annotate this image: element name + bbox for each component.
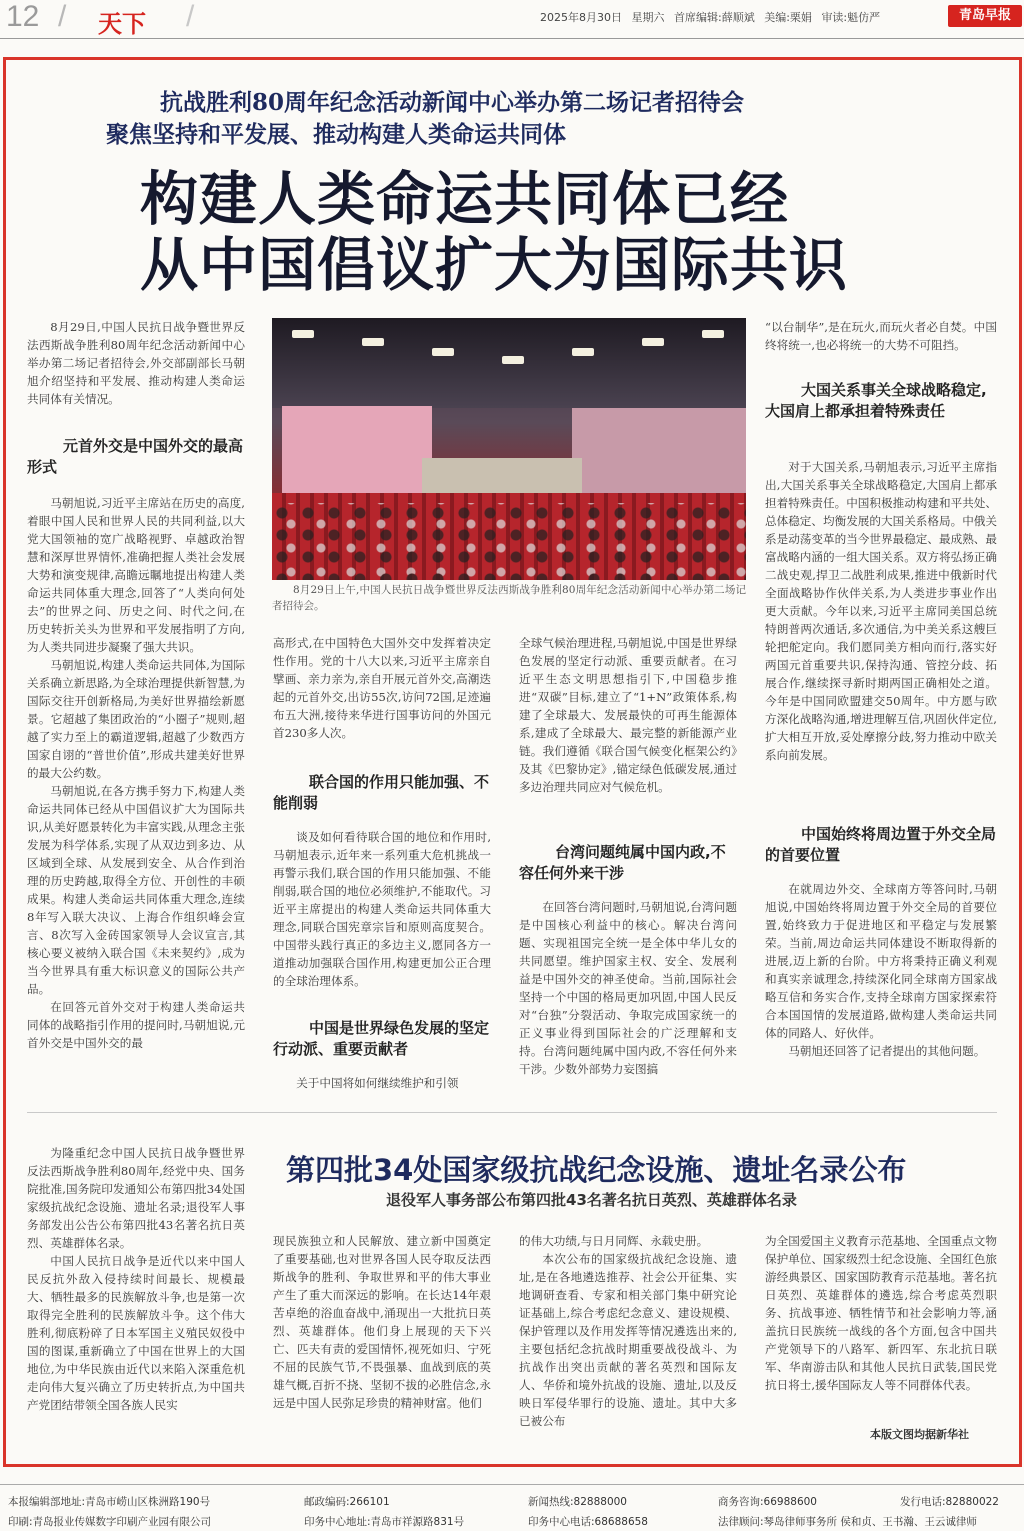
- article1-col2-body-2: 谈及如何看待联合国的地位和作用时,马朝旭表示,近年来一系列重大危机挑战一再警示我们,联合国的作用只能加强、不能削弱,联合国的地位必须维护,不能取代。习近平主席提出的构建人类命运共同体重大理念,同联合国宪章宗旨和原则高度契合。中国带头践行真正的多边主义,愿同各方一道推动加强联合国作用,构建更加公正合理的全球治理体系。: [273, 830, 491, 988]
- article1-col4-body-3: 在就周边外交、全球南方等答问时,马朝旭说,中国始终将周边置于外交全局的首要位置,始终致力于促进地区和平稳定与发展繁荣。当前,周边命运共同体建设不断取得新的进展,迈上新的台阶。中方将秉持正确义利观和真实亲诚理念,持续深化同全球南方国家战略互信和务实合作,支持全球南方国家探索符合本国国情的发展道路,做构建人类命运共同体的同路人、好伙伴。 马朝旭还回答了记者提出的其他问题。: [765, 882, 997, 1058]
- page-number: 12: [6, 0, 40, 33]
- footer-print-phone: 印务中心电话:68688658: [528, 1516, 648, 1528]
- page-header: [0, 0, 1024, 40]
- article1-col1-body: 马朝旭说,习近平主席站在历史的高度,着眼中国人民和世界人民的共同利益,以大党大国领袖的宽广战略视野、卓越政治智慧和深厚世界情怀,准确把握人类社会发展大势和演变规律,高瞻远瞩地提出构建人类命运共同体重大理念,回答了“人类向何处去”的世界之问、历史之问、时代之问,在历史转折关头为世界和平发展指明了方向,为人类共同进步凝聚了强大共识。 马朝旭说,构建人类命运共同体,为国际关系确立新思路,为全球治理提供新智慧,为国际交往开创新格局,为美好世界描绘新愿景。它超越了集团政治的“小圈子”规则,超越了实力至上的霸道逻辑,超越了少数西方国家自诩的“普世价值”,形成共建美好世界的最大公约数。 马朝旭说,在各方携手努力下,构建人类命运共同体已经从中国倡议扩大为国际共识,从美好愿景转化为丰富实践,从理念主张发展为科学体系,实现了从双边到多边、从区域到全球、从发展到安全、从合作到治理的历史跨越,取得全方位、开创性的丰硕成果。构建人类命运共同体重大理念,连续8年写入联大决议、上海合作组织峰会宣言、8次写入金砖国家领导人会议宣言,其核心要义被纳入联合国《未来契约》,成为当今世界具有重大标识意义的国际公共产品。 在回答元首外交对于构建人类命运共同体的战略指引作用的提问时,马朝旭说,元首外交是中国外交的最: [27, 496, 245, 1050]
- article1-col2-body-3: 关于中国将如何继续维护和引领: [296, 1076, 459, 1090]
- article1-supertitle-2: 聚焦坚持和平发展、推动构建人类命运共同体: [106, 121, 566, 148]
- footer-postcode: 邮政编码:266101: [304, 1496, 390, 1508]
- footer-distribution: 发行电话:82880022: [900, 1496, 999, 1508]
- article-separator: [27, 1112, 997, 1113]
- article2-headline: 第四批34处国家级抗战纪念设施、遗址名录公布: [286, 1153, 907, 1187]
- proofreader: 审读:魁仿严: [821, 11, 881, 24]
- page-footer: [0, 1484, 1024, 1531]
- header-divider: /: [58, 0, 67, 33]
- article1-col3-body-2: 在回答台湾问题时,马朝旭说,台湾问题是中国核心利益中的核心。解决台湾问题、实现祖国完全统一是全体中华儿女的共同愿望。维护国家主权、安全、发展利益是中国外交的神圣使命。当前,国际社会坚持一个中国的格局更加巩固,中国人民反对“台独”分裂活动、争取完成国家统一的正义事业得到国际社会的广泛理解和支持。台湾问题纯属中国内政,不容任何外来干涉。少数外部势力妄图搞: [519, 900, 737, 1076]
- article1-subhead-6: 中国始终将周边置于外交全局的首要位置: [765, 825, 997, 864]
- newspaper-logo: 青岛早报: [948, 5, 1022, 27]
- article1-supertitle-1: 抗战胜利80周年纪念活动新闻中心举办第二场记者招待会: [160, 89, 745, 116]
- article2-col4-body: 为全国爱国主义教育示范基地、全国重点文物保护单位、国家级烈士纪念设施、全国红色旅游经典景区、国家国防教育示范基地。著名抗日英烈、英雄群体的遴选,综合考虑英烈职务、抗战事迹、牺牲情节和社会影响力等,涵盖抗日民族统一战线的各个方面,包含中国共产党领导下的八路军、新四军、东北抗日联军、华南游击队和其他人民抗日武装,国民党抗日将士,援华国际友人等不同群体代表。: [765, 1234, 997, 1392]
- footer-print-center: 印务中心地址:青岛市祥源路831号: [304, 1516, 465, 1528]
- chief-editor: 首席编辑:薛顺斌: [674, 11, 755, 24]
- footer-rule: [0, 1484, 1024, 1485]
- article1-col4-body-1: “以台制华”,是在玩火,而玩火者必自焚。中国终将统一,也必将统一的大势不可阻挡。: [765, 320, 997, 352]
- photo-stage: [422, 458, 582, 498]
- photo-credit: 本版文图均据新华社: [870, 1428, 969, 1441]
- article1-headline-1: 构建人类命运共同体已经: [140, 165, 790, 233]
- section-name: 天下: [98, 10, 146, 38]
- header-meta: [540, 9, 886, 25]
- article2-col3-body: 的伟大功绩,与日月同辉、永载史册。 本次公布的国家级抗战纪念设施、遗址,是在各地遴选推荐、社会公开征集、实地调研查看、专家和相关部门集中研究论证基础上,综合考虑纪念意义、建设规模、保护管理以及作用发挥等情况遴选出来的,主要包括纪念抗战时期重要战役战斗、为抗战作出突出贡献的著名英烈和国际友人、华侨和境外抗战的设施、遗址,以及反映日军侵华罪行的设施、遗址。其中大多已被公布: [519, 1234, 737, 1428]
- article1-subhead-3: 中国是世界绿色发展的坚定行动派、重要贡献者: [273, 1019, 490, 1058]
- article1-col2-body-1: 高形式,在中国特色大国外交中发挥着决定性作用。党的十八大以来,习近平主席亲自擘画、亲力亲为,亲自开展元首外交,高潮迭起的元首外交,出访55次,访问72国,足迹遍布五大洲,接待来华进行国事访问的外国元首230多人次。: [273, 636, 491, 740]
- press-conference-photo: [272, 318, 746, 580]
- article1-col3-body-1: 全球气候治理进程,马朝旭说,中国是世界绿色发展的坚定行动派、重要贡献者。在习近平生态文明思想指引下,中国稳步推进“双碳”目标,建立了“1+N”政策体系,构建了全球最大、发展最快的可再生能源体系,建成了全球最大、最完整的新能源产业链。我们遵循《联合国气候变化框架公约》及其《巴黎协定》,锚定绿色低碳发展,通过多边治理共同应对气候危机。: [519, 636, 737, 794]
- photo-caption: 8月29日上午,中国人民抗日战争暨世界反法西斯战争胜利80周年纪念活动新闻中心举办第二场记者招待会。: [272, 584, 746, 612]
- article1-subhead-4: 台湾问题纯属中国内政,不容任何外来干涉: [519, 843, 726, 882]
- footer-business: 商务咨询:66988600: [718, 1496, 817, 1508]
- article1-headline-2: 从中国倡议扩大为国际共识: [140, 231, 849, 299]
- article1-subhead-5: 大国关系事关全球战略稳定,大国肩上都承担着特殊责任: [765, 381, 987, 420]
- issue-weekday: 星期六: [631, 11, 665, 24]
- article2-col1-body: 为隆重纪念中国人民抗日战争暨世界反法西斯战争胜利80周年,经党中央、国务院批准,国务院印发通知公布第四批34处国家级抗战纪念设施、遗址名录;退役军人事务部发出公告公布第四批43名著名抗日英烈、英雄群体名录。 中国人民抗日战争是近代以来中国人民反抗外敌入侵持续时间最长、规模最大、牺牲最多的民族解放斗争,也是第一次取得完全胜利的民族解放斗争。这个伟大胜利,彻底粉碎了日本军国主义殖民奴役中国的图谋,重新确立了中国在世界上的大国地位,为中华民族由近代以来陷入深重危机走向伟大复兴确立了历史转折点,为中国共产党团结带领全国各族人民实: [27, 1146, 245, 1412]
- article2-subhead: 退役军人事务部公布第四批43名著名抗日英烈、英雄群体名录: [386, 1191, 797, 1209]
- footer-legal: 法律顾问:琴岛律师事务所 侯和贞、王书瀚、王云诚律师: [718, 1516, 977, 1528]
- header-divider-2: /: [186, 0, 195, 33]
- header-rule: [0, 38, 1024, 39]
- article1-subhead-1: 元首外交是中国外交的最高形式: [27, 437, 244, 476]
- article1-lead: 8月29日,中国人民抗日战争暨世界反法西斯战争胜利80周年纪念活动新闻中心举办第二场记者招待会,外交部副部长马朝旭介绍坚持和平发展、推动构建人类命运共同体有关情况。: [27, 320, 245, 406]
- footer-hotline: 新闻热线:82888000: [528, 1496, 627, 1508]
- article1-subhead-2: 联合国的作用只能加强、不能削弱: [273, 773, 490, 812]
- article2-col2-body: 现民族独立和人民解放、建立新中国奠定了重要基础,也对世界各国人民夺取反法西斯战争的胜利、争取世界和平的伟大事业产生了重大而深远的影响。在长达14年艰苦卓绝的浴血奋战中,涌现出一大批抗日英烈、英雄群体。他们身上展现的天下兴亡、匹夫有责的爱国情怀,视死如归、宁死不屈的民族气节,不畏强暴、血战到底的英雄气概,百折不挠、坚韧不拔的必胜信念,永远是中国人民弥足珍贵的精神财富。他们: [273, 1234, 491, 1410]
- footer-address: 本报编辑部地址:青岛市崂山区株洲路190号: [8, 1496, 211, 1508]
- art-editor: 美编:栗娟: [764, 11, 812, 24]
- photo-audience: [272, 503, 746, 580]
- article1-col4-body-2: 对于大国关系,马朝旭表示,习近平主席指出,大国关系事关全球战略稳定,大国肩上都承担着特殊责任。中国积极推动构建和平共处、总体稳定、均衡发展的大国关系格局。中俄关系是动荡变革的当今世界最稳定、最成熟、最富战略内涵的一组大国关系。双方将弘扬正确二战史观,捍卫二战胜利成果,推进中俄新时代全面战略协作伙伴关系,为人类进步事业作出更大贡献。今年以来,习近平主席同美国总统特朗普两次通话,多次通信,为中美关系这艘巨轮把舵定向。我们愿同美方相向而行,落实好两国元首重要共识,保持沟通、管控分歧、拓展合作,继续探寻新时期两国正确相处之道。今年是中国同欧盟建交50周年。中方愿与欧方深化战略沟通,增进理解互信,巩固伙伴定位,扩大相互开放,妥处摩擦分歧,努力推动中欧关系向前发展。: [765, 460, 997, 762]
- footer-printer: 印刷:青岛报业传媒数字印刷产业园有限公司: [8, 1516, 212, 1528]
- issue-date: 2025年8月30日: [540, 11, 622, 24]
